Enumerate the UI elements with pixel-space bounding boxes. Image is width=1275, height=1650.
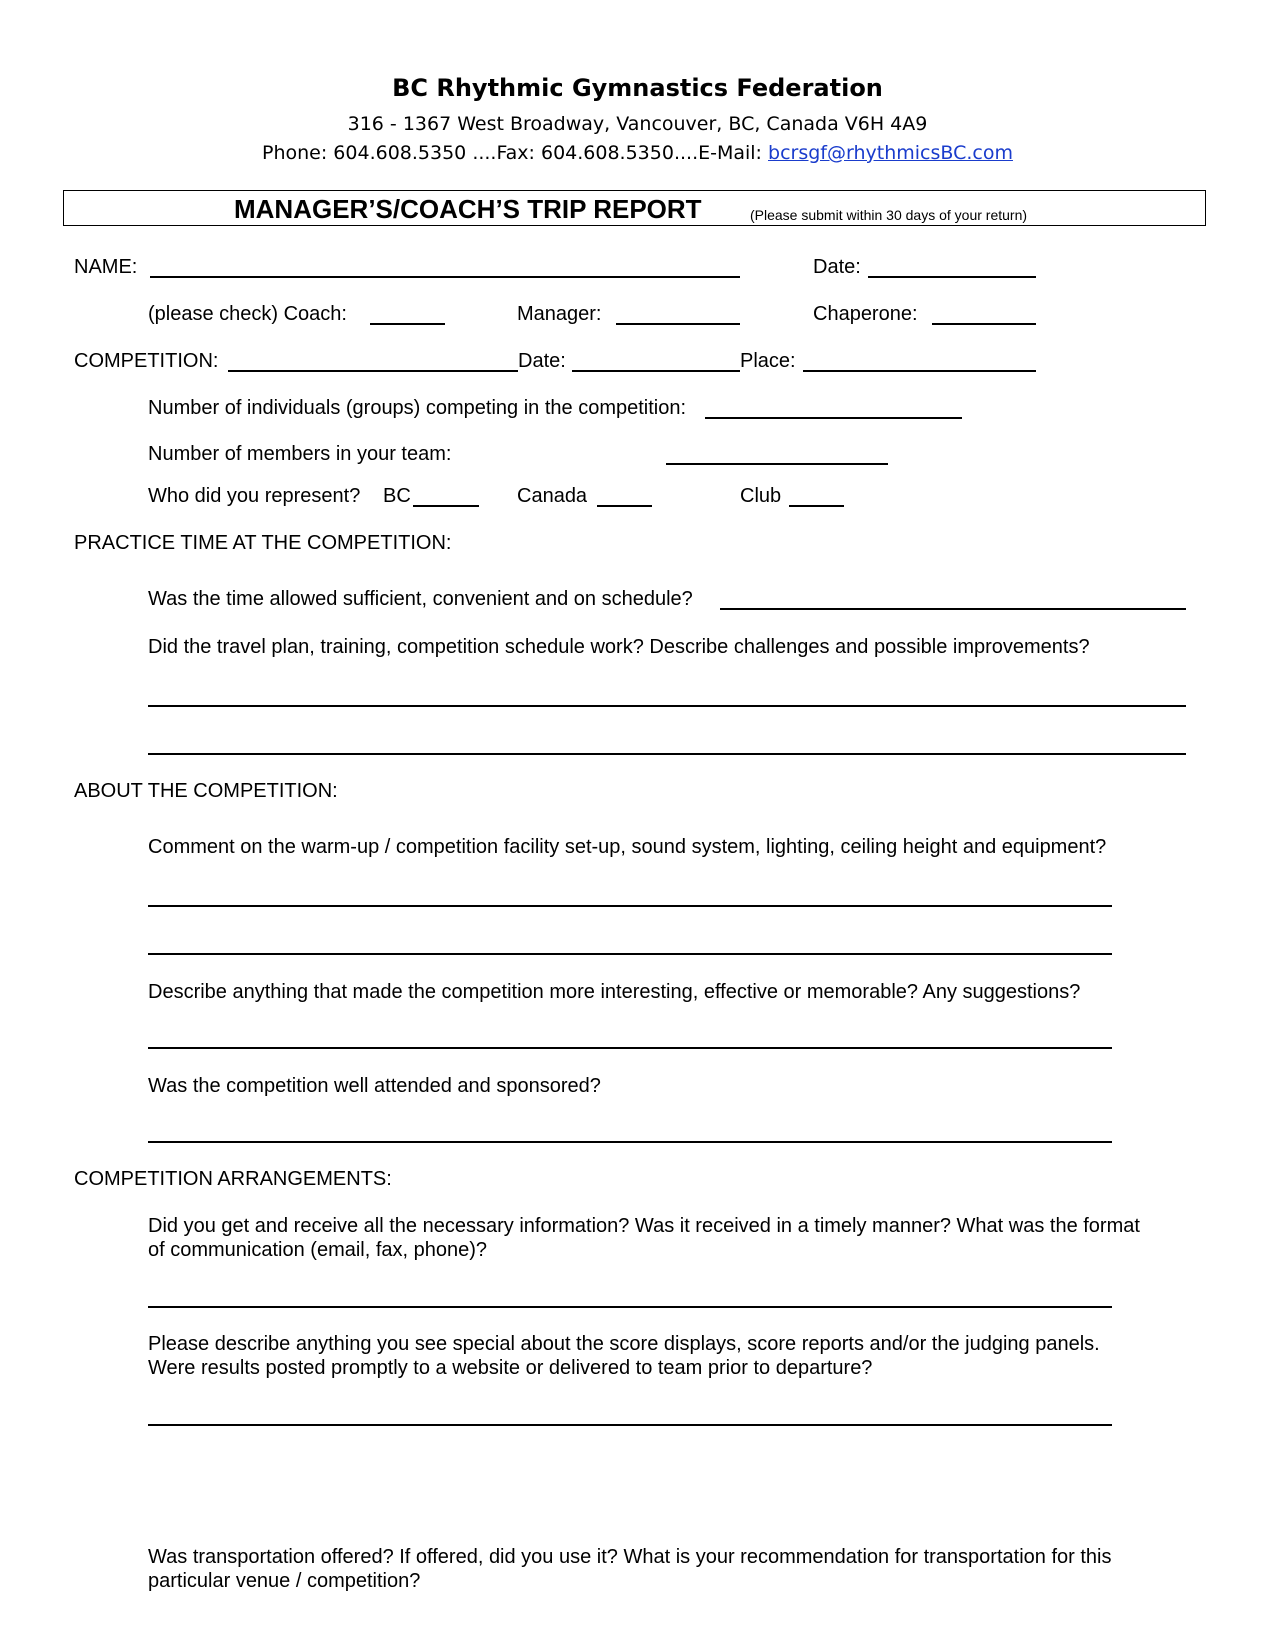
bc-label: BC (383, 485, 411, 507)
members-label: Number of members in your team: (148, 443, 452, 465)
name-field[interactable] (150, 276, 740, 278)
about-answer-1-line-1[interactable] (148, 905, 1112, 907)
about-answer-2[interactable] (148, 1047, 1112, 1049)
contact-numbers: Phone: 604.608.5350 ....Fax: 604.608.5350....E-Mail: (262, 142, 769, 164)
club-check-field[interactable] (789, 505, 844, 507)
check-coach-label: (please check) Coach: (148, 303, 347, 325)
manager-label: Manager: (517, 303, 602, 325)
practice-question-2: Did the travel plan, training, competition schedule work? Describe challenges and possible improvements? (148, 636, 1090, 658)
arrangements-question-2-line-2: Were results posted promptly to a website or delivered to team prior to departure? (148, 1357, 873, 1379)
arrangements-question-3-line-1: Was transportation offered? If offered, did you use it? What is your recommendation for transportation for this (148, 1546, 1112, 1568)
place-label: Place: (740, 350, 796, 372)
about-answer-3[interactable] (148, 1141, 1112, 1143)
organization-name: BC Rhythmic Gymnastics Federation (392, 74, 883, 102)
email-link[interactable]: bcrsgf@rhythmicsBC.com (768, 142, 1013, 164)
individuals-label: Number of individuals (groups) competing in the competition: (148, 397, 687, 419)
arrangements-question-1-line-2: of communication (email, fax, phone)? (148, 1239, 488, 1261)
arrangements-question-3-line-2: particular venue / competition? (148, 1570, 421, 1592)
place-field[interactable] (803, 370, 1036, 372)
chaperone-label: Chaperone: (813, 303, 918, 325)
practice-question-1: Was the time allowed sufficient, convenient and on schedule? (148, 588, 693, 610)
arrangements-answer-2[interactable] (148, 1424, 1112, 1426)
about-answer-1-line-2[interactable] (148, 953, 1112, 955)
about-heading: ABOUT THE COMPETITION: (74, 780, 338, 802)
individuals-field[interactable] (705, 417, 962, 419)
club-label: Club (740, 485, 782, 507)
report-submission-note: (Please submit within 30 days of your return) (750, 207, 1028, 223)
arrangements-heading: COMPETITION ARRANGEMENTS: (74, 1168, 392, 1190)
canada-check-field[interactable] (597, 505, 652, 507)
date-field[interactable] (868, 276, 1036, 278)
practice-heading: PRACTICE TIME AT THE COMPETITION: (74, 532, 452, 554)
name-label: NAME: (74, 256, 138, 278)
organization-contact (0, 142, 1275, 164)
arrangements-question-1-line-1: Did you get and receive all the necessary information? Was it received in a timely manner? What was the format (148, 1215, 1140, 1237)
represent-label: Who did you represent? (148, 485, 361, 507)
report-title: MANAGER’S/COACH’S TRIP REPORT (234, 194, 702, 224)
practice-answer-2-line-2[interactable] (148, 753, 1186, 755)
about-question-1: Comment on the warm-up / competition facility set-up, sound system, lighting, ceiling height and equipment? (148, 836, 1107, 858)
practice-answer-1[interactable] (720, 608, 1186, 610)
date-label: Date: (813, 256, 861, 278)
coach-check-field[interactable] (370, 323, 445, 325)
about-question-3: Was the competition well attended and sponsored? (148, 1075, 601, 1097)
organization-address: 316 - 1367 West Broadway, Vancouver, BC, Canada V6H 4A9 (347, 113, 928, 135)
competition-date-field[interactable] (572, 370, 740, 372)
about-question-2: Describe anything that made the competition more interesting, effective or memorable? Any suggestions? (148, 981, 1081, 1003)
manager-check-field[interactable] (616, 323, 740, 325)
competition-label: COMPETITION: (74, 350, 219, 372)
practice-answer-2-line-1[interactable] (148, 705, 1186, 707)
arrangements-question-2-line-1: Please describe anything you see special about the score displays, score reports and/or the judging panels. (148, 1333, 1100, 1355)
canada-label: Canada (517, 485, 588, 507)
members-field[interactable] (666, 463, 888, 465)
competition-field[interactable] (228, 370, 518, 372)
competition-date-label: Date: (518, 350, 566, 372)
arrangements-answer-1[interactable] (148, 1306, 1112, 1308)
chaperone-check-field[interactable] (932, 323, 1036, 325)
bc-check-field[interactable] (413, 505, 479, 507)
